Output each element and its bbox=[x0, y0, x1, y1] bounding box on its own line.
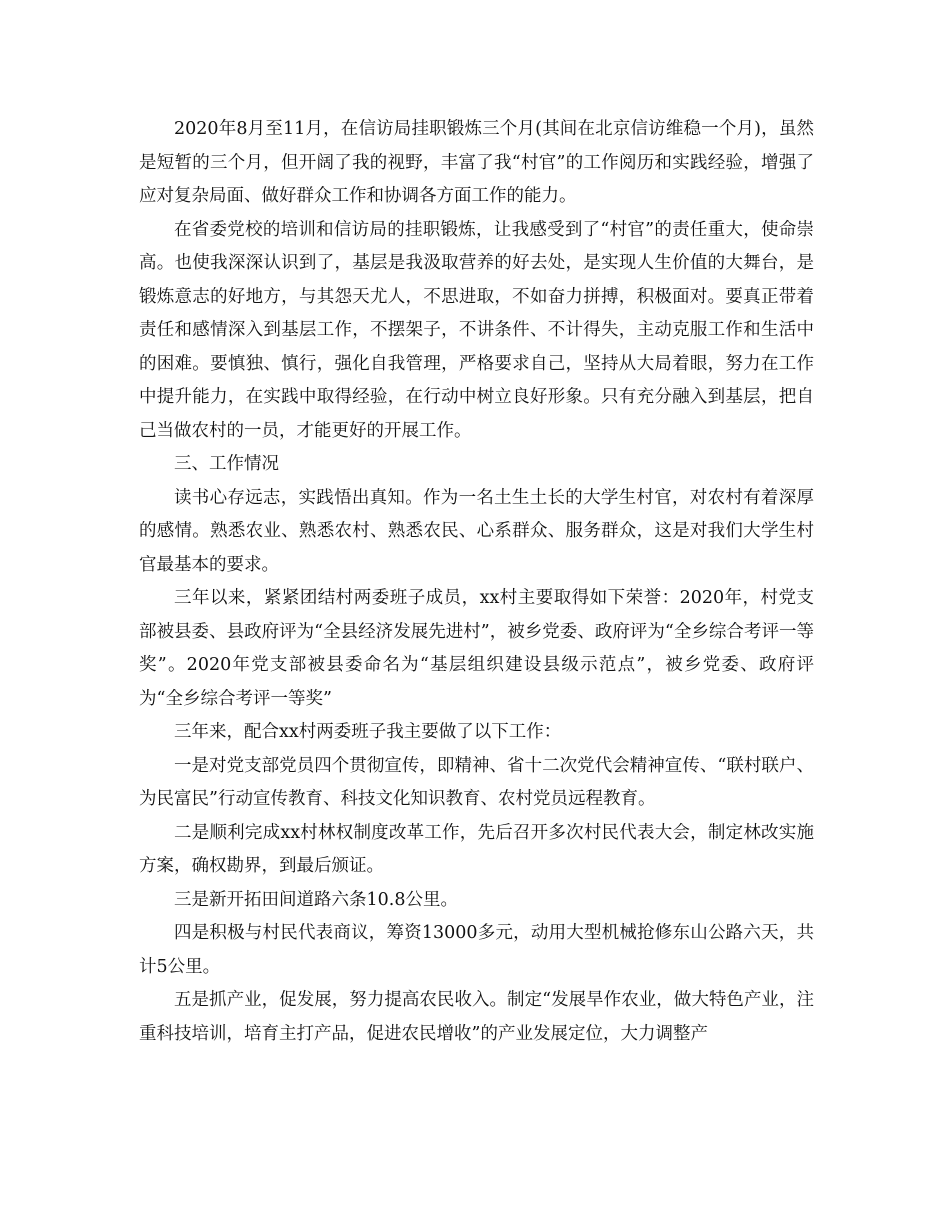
paragraph-4: 三年以来，紧紧团结村两委班子成员，xx村主要取得如下荣誉：2020年，村党支部被县委、县政府评为“全县经济发展先进村”，被乡党委、政府评为“全乡综合考评一等奖”。2020年党支部被县委命名为“基层组织建设县级示范点”，被乡党委、政府评为“全乡综合考评一等奖” bbox=[139, 588, 814, 709]
section-heading: 三、工作情况 bbox=[174, 454, 279, 474]
paragraph-9: 四是积极与村民代表商议，筹资13000多元，动用大型机械抢修东山公路六天，共计5公里。 bbox=[139, 923, 814, 977]
paragraph-5: 三年来，配合xx村两委班子我主要做了以下工作： bbox=[174, 722, 562, 742]
paragraph-6: 一是对党支部党员四个贯彻宣传，即精神、省十二次党代会精神宣传、“联村联户、为民富民”行动宣传教育、科技文化知识教育、农村党员远程教育。 bbox=[139, 755, 814, 809]
paragraph-8: 三是新开拓田间道路六条10.8公里。 bbox=[174, 889, 458, 910]
document-body bbox=[139, 113, 814, 1051]
paragraph-1: 2020年8月至11月，在信访局挂职锻炼三个月(其间在北京信访维稳一个月)，虽然是短暂的三个月，但开阔了我的视野，丰富了我“村官”的工作阅历和实践经验，增强了应对复杂局面、做好群众工作和协调各方面工作的能力。 bbox=[139, 119, 814, 206]
paragraph-3: 读书心存远志，实践悟出真知。作为一名土生土长的大学生村官，对农村有着深厚的感情。熟悉农业、熟悉农村、熟悉农民、心系群众、服务群众，这是对我们大学生村官最基本的要求。 bbox=[139, 487, 814, 575]
paragraph-2: 在省委党校的培训和信访局的挂职锻炼，让我感受到了“村官”的责任重大，使命崇高。也使我深深认识到了，基层是我汲取营养的好去处，是实现人生价值的大舞台，是锻炼意志的好地方，与其怨天尤人，不思进取，不如奋力拼搏，积极面对。要真正带着责任和感情深入到基层工作，不摆架子，不讲条件、不计得失，主动克服工作和生活中的困难。要慎独、慎行，强化自我管理，严格要求自己，坚持从大局着眼，努力在工作中提升能力，在实践中取得经验，在行动中树立良好形象。只有充分融入到基层，把自己当做农村的一员，才能更好的开展工作。 bbox=[139, 219, 814, 441]
paragraph-7: 二是顺利完成xx村林权制度改革工作，先后召开多次村民代表大会，制定林改实施方案，确权勘界，到最后颁证。 bbox=[139, 822, 814, 876]
paragraph-10: 五是抓产业，促发展，努力提高农民收入。制定“发展旱作农业，做大特色产业，注重科技培训，培育主打产品，促进农民增收”的产业发展定位，大力调整产 bbox=[139, 990, 814, 1044]
